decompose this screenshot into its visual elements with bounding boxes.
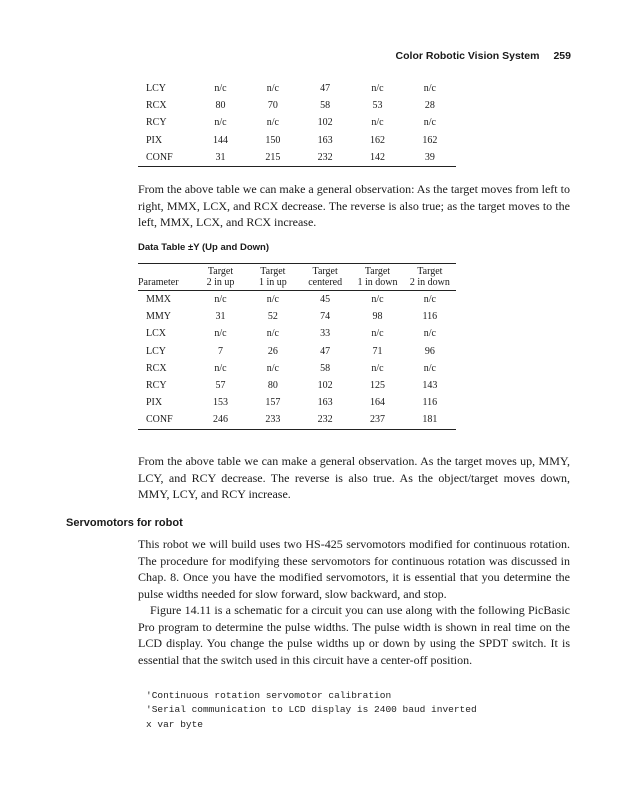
table-row <box>138 360 456 377</box>
column-header-line: 1 in down <box>357 277 398 288</box>
value-cell: 47 <box>320 83 331 95</box>
parameter-cell: LCX <box>146 328 166 340</box>
parameter-cell: LCY <box>146 345 166 357</box>
parameter-cell: CONF <box>138 411 194 429</box>
value-cell: 163 <box>317 397 333 409</box>
value-cell: 102 <box>317 380 333 392</box>
value-cell: 144 <box>213 134 228 146</box>
value-cell: 98 <box>372 311 383 323</box>
column-header-line: Target <box>417 266 443 277</box>
value-cell: n/c <box>266 83 279 95</box>
value-cell: 28 <box>424 100 435 112</box>
value-cell: 31 <box>215 311 226 323</box>
value-cell: n/c <box>266 294 279 306</box>
value-cell: 39 <box>404 149 456 167</box>
column-header-line: Parameter <box>138 277 179 288</box>
column-header-line: 2 in down <box>409 277 450 288</box>
column-header-line: Target <box>260 266 286 277</box>
column-header <box>138 264 194 291</box>
value-cell: 232 <box>299 149 351 167</box>
value-cell: 125 <box>369 380 385 392</box>
value-cell: n/c <box>423 83 436 95</box>
value-cell: n/c <box>371 117 384 129</box>
value-cell: 164 <box>369 397 385 409</box>
page-number: 259 <box>553 50 571 62</box>
value-cell: n/c <box>371 83 384 95</box>
value-cell: 215 <box>247 149 299 167</box>
parameter-cell: CONF <box>138 149 194 167</box>
value-cell: 33 <box>320 328 331 340</box>
table-row <box>138 394 456 411</box>
section-heading: Servomotors for robot <box>66 517 183 529</box>
column-header-line: Target <box>207 266 234 277</box>
value-cell: n/c <box>371 328 384 340</box>
table-row <box>138 114 456 131</box>
table-row <box>138 149 456 167</box>
value-cell: n/c <box>214 117 227 129</box>
value-cell: 47 <box>320 345 331 357</box>
value-cell: 162 <box>369 134 385 146</box>
value-cell: 102 <box>317 117 333 129</box>
running-title: Color Robotic Vision System <box>395 50 540 62</box>
value-cell: n/c <box>266 117 279 129</box>
code-listing <box>146 689 477 732</box>
table-row <box>138 325 456 342</box>
value-cell: n/c <box>371 294 384 306</box>
value-cell: n/c <box>266 328 279 340</box>
column-header-line: centered <box>308 277 343 288</box>
table-row <box>138 80 456 97</box>
parameter-cell: RCY <box>146 380 167 392</box>
value-cell: 181 <box>404 411 456 429</box>
value-cell: 96 <box>424 345 435 357</box>
value-cell: 26 <box>267 345 278 357</box>
value-cell: 58 <box>320 362 331 374</box>
column-header-line: 1 in up <box>258 277 287 288</box>
value-cell: 52 <box>267 311 278 323</box>
value-cell: 142 <box>351 149 403 167</box>
value-cell: 157 <box>265 397 281 409</box>
value-cell: 163 <box>317 134 333 146</box>
value-cell: 116 <box>422 311 438 323</box>
schematic-paragraph: Figure 14.11 is a schematic for a circuit you can use along with the following PicBasic Pro program to determine the pulse widths. The pulse width is shown in real time on the LCD display. You change the pulse widths up or down by using the SPDT switch. It is essential that the switch used in this circuit have a center-off position. <box>138 603 570 667</box>
parameter-cell: MMY <box>146 311 172 323</box>
value-cell: 7 <box>218 345 223 357</box>
table-caption: Data Table ±Y (Up and Down) <box>138 242 270 253</box>
value-cell: 233 <box>247 411 299 429</box>
value-cell: 58 <box>320 100 331 112</box>
value-cell: 45 <box>320 294 331 306</box>
value-cell: 237 <box>351 411 403 429</box>
column-header <box>247 264 299 291</box>
value-cell: 80 <box>215 100 226 112</box>
servomotor-paragraph: This robot we will build uses two HS-425 servomotors modified for continuous rotation. The procedure for modifying these servomotors for continuous rotation was discussed in Chap. 8. Once you have the modified servomotors, it is essential that you determine the pulse widths needed for slow forward, slow backward, and stop. <box>138 537 570 601</box>
column-header <box>404 264 456 291</box>
parameter-cell: RCY <box>146 117 167 129</box>
table-row <box>138 132 456 149</box>
table-row <box>138 291 456 309</box>
value-cell: n/c <box>423 362 436 374</box>
value-cell: 74 <box>320 311 331 323</box>
column-header <box>299 264 351 291</box>
value-cell: 116 <box>422 397 438 409</box>
parameter-cell: PIX <box>146 134 163 146</box>
table-header-row <box>138 264 456 291</box>
value-cell: n/c <box>214 294 227 306</box>
value-cell: 80 <box>267 380 278 392</box>
parameter-cell: MMX <box>146 294 172 306</box>
table-row <box>138 411 456 429</box>
value-cell: n/c <box>423 294 436 306</box>
value-cell: n/c <box>423 117 436 129</box>
value-cell: 150 <box>265 134 281 146</box>
data-table-x-continued <box>138 80 456 167</box>
code-line: 'Continuous rotation servomotor calibration <box>146 690 392 701</box>
value-cell: 143 <box>422 380 438 392</box>
code-line: x var byte <box>146 718 204 730</box>
code-line: 'Serial communication to LCD display is 2400 baud inverted <box>146 704 477 716</box>
value-cell: n/c <box>266 362 279 374</box>
table-row <box>138 343 456 360</box>
column-header <box>194 264 246 291</box>
column-header-line: 2 in up <box>206 277 235 288</box>
parameter-cell: RCX <box>146 362 167 374</box>
value-cell: 153 <box>213 397 228 409</box>
column-header-line: Target <box>312 266 338 277</box>
table-row <box>138 377 456 394</box>
parameter-cell: LCY <box>146 83 166 95</box>
value-cell: n/c <box>214 328 227 340</box>
value-cell: 162 <box>422 134 438 146</box>
value-cell: n/c <box>214 83 227 95</box>
parameter-cell: RCX <box>146 100 167 112</box>
value-cell: 31 <box>194 149 246 167</box>
column-header-line: Target <box>364 266 391 277</box>
table-row <box>138 308 456 325</box>
value-cell: 246 <box>194 411 246 429</box>
table-row <box>138 97 456 114</box>
value-cell: n/c <box>423 328 436 340</box>
observation-paragraph-x: From the above table we can make a general observation: As the target moves from left to right, MMX, LCX, and RCX decrease. The reverse is also true; as the target moves to the left, MMX, LCX, and RCX increase. <box>138 182 570 230</box>
parameter-cell: PIX <box>146 397 163 409</box>
observation-paragraph-y: From the above table we can make a general observation. As the target moves up, MMY, LCY, and RCY decrease. The reverse is also true. As the object/target moves down, MMY, LCY, and RCY increase. <box>138 454 570 502</box>
value-cell: n/c <box>214 362 227 374</box>
column-header <box>351 264 403 291</box>
value-cell: 232 <box>299 411 351 429</box>
running-header <box>396 50 571 62</box>
value-cell: 57 <box>215 380 226 392</box>
data-table-y <box>138 263 456 430</box>
value-cell: 71 <box>372 345 383 357</box>
value-cell: 53 <box>372 100 383 112</box>
value-cell: 70 <box>267 100 278 112</box>
value-cell: n/c <box>371 362 384 374</box>
